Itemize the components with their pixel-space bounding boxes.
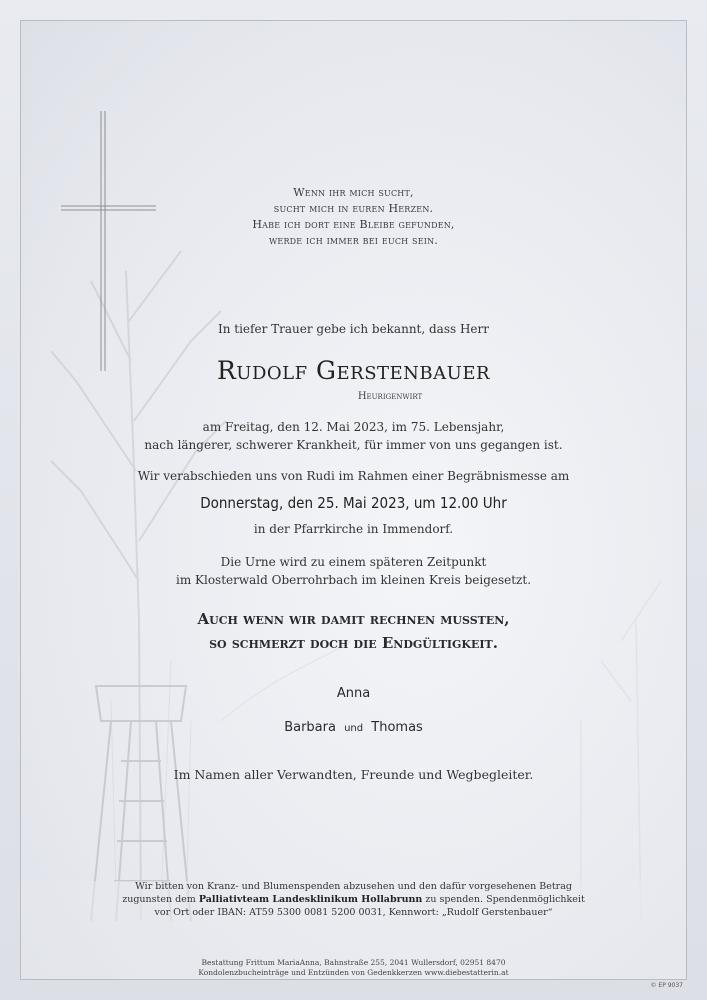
deceased-name: Rudolf Gerstenbauer [216, 356, 491, 385]
donation-text: zu spenden. Spendenmöglichkeit [425, 894, 585, 905]
donation-line: Wir bitten von Kranz- und Blumenspenden abzusehen und den dafür vorgesehenen Betrag [135, 881, 572, 892]
template-code: © EP 9037 [650, 982, 683, 989]
donation-text: zugunsten dem [122, 894, 196, 905]
undertaker-website: Kondolenzbucheinträge und Entzünden von Gedenkkerzen www.diebestatterin.at [198, 968, 509, 977]
death-line: nach längerer, schwerer Krankheit, für immer von uns gegangen ist. [144, 438, 563, 452]
funeral-date: Donnerstag, den 25. Mai 2023, um 12.00 Uhr [200, 494, 507, 512]
urn-line: Die Urne wird zu einem späteren Zeitpunkt [220, 555, 487, 569]
memorial-quote [0, 607, 707, 655]
intro-text: In tiefer Trauer gebe ich bekannt, dass Herr [217, 322, 490, 336]
church-location: in der Pfarrkirche in Immendorf. [253, 522, 454, 536]
donation-notice [0, 880, 707, 919]
quote-line: Auch wenn wir damit rechnen mussten, [197, 610, 510, 628]
mourner-connector: und [344, 723, 364, 734]
undertaker-address: Bestattung Frittum MariaAnna, Bahnstraße 255, 2041 Wullersdorf, 02951 8470 [201, 958, 506, 967]
occupation: Heurigenwirt [357, 391, 423, 402]
undertaker-info [0, 958, 707, 978]
urn-notice [0, 553, 707, 589]
urn-line: im Klosterwald Oberrohrbach im kleinen Kreis beigesetzt. [175, 573, 532, 587]
mourner-first: Anna [336, 686, 371, 701]
relatives-line: Im Namen aller Verwandten, Freunde und Wegbegleiter. [173, 767, 534, 782]
mourner-siblings [0, 720, 707, 735]
poem-line: Habe ich dort eine Bleibe gefunden, [252, 218, 455, 231]
poem-line: werde ich immer bei euch sein. [268, 234, 439, 247]
death-notice [0, 418, 707, 454]
mourner-name: Thomas [371, 720, 423, 735]
quote-line: so schmerzt doch die Endgültigkeit. [209, 634, 498, 652]
death-line: am Freitag, den 12. Mai 2023, im 75. Lebensjahr, [202, 420, 505, 434]
farewell-text: Wir verabschieden uns von Rudi im Rahmen einer Begräbnismesse am [137, 469, 570, 483]
poem [0, 185, 707, 249]
mourner-name: Barbara [284, 720, 336, 735]
donation-line: vor Ort oder IBAN: AT59 5300 0081 5200 0031, Kennwort: „Rudolf Gerstenbauer“ [154, 907, 553, 918]
poem-line: Wenn ihr mich sucht, [293, 186, 414, 199]
donation-recipient: Palliativteam Landesklinikum Hollabrunn [198, 894, 423, 905]
poem-line: sucht mich in euren Herzen. [273, 202, 434, 215]
donation-line [0, 893, 707, 906]
